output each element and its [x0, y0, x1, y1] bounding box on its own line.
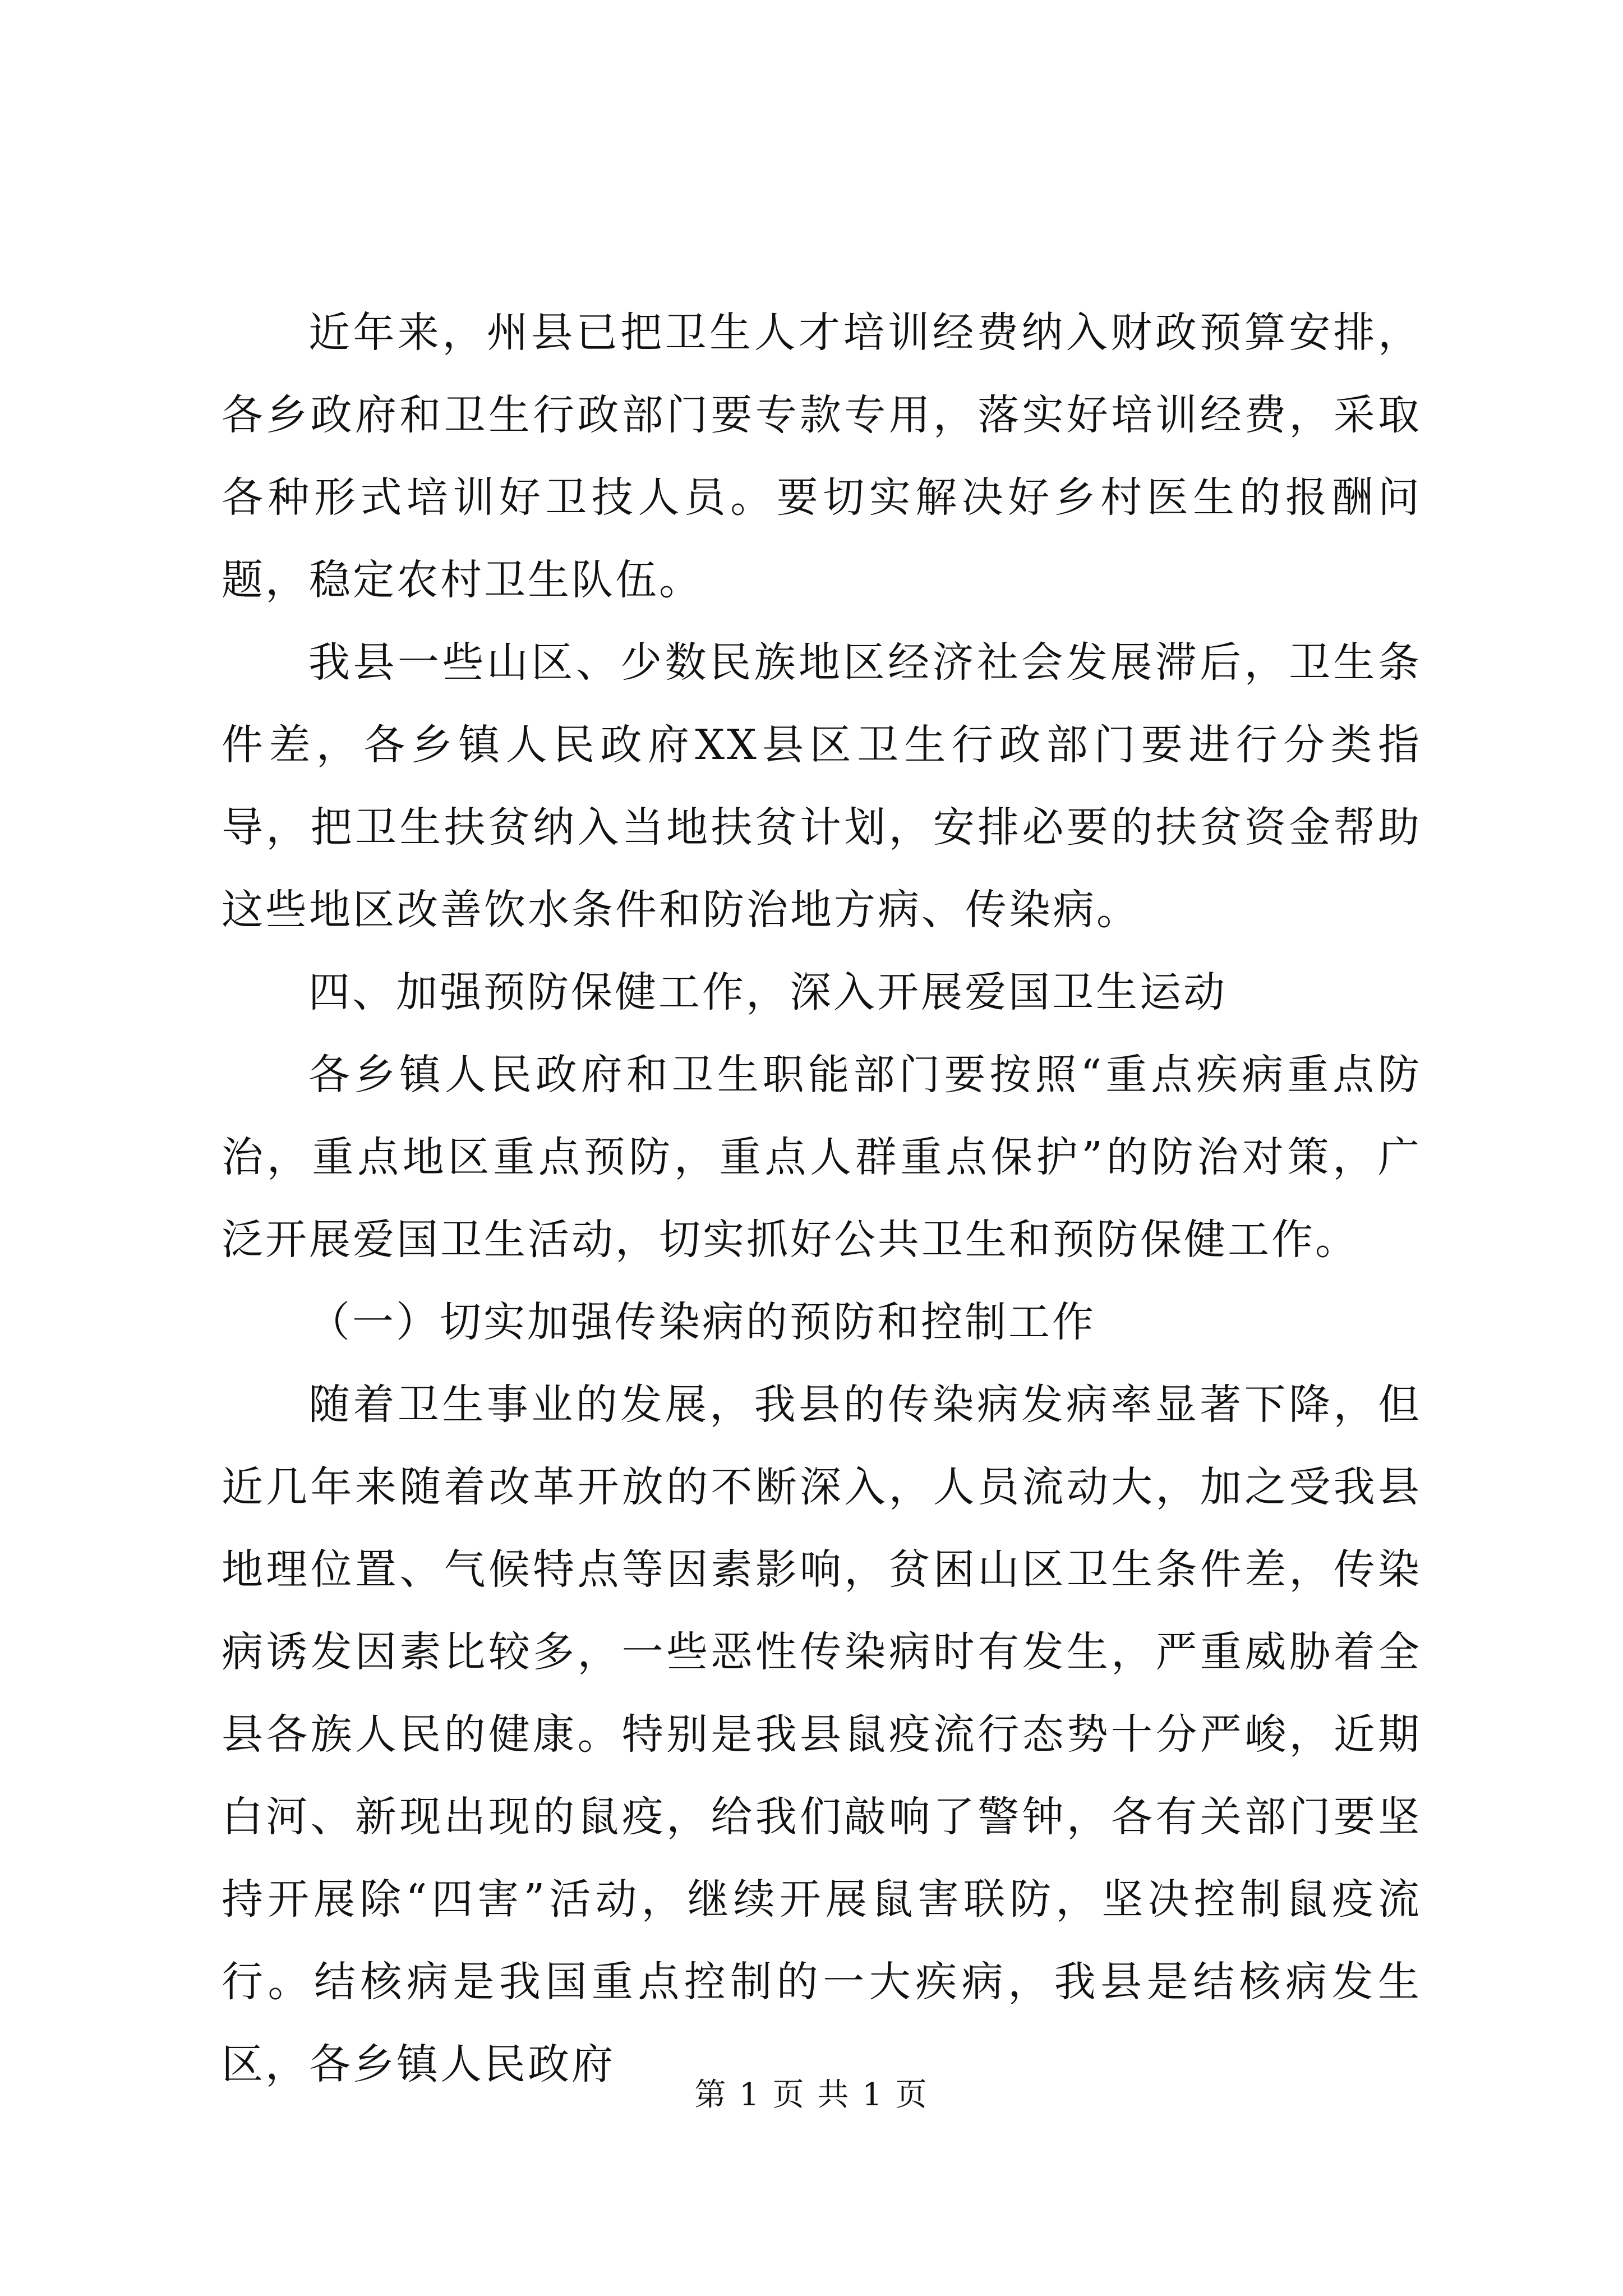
- paragraph-poverty-areas: 我县一些山区、少数民族地区经济社会发展滞后，卫生条件差，各乡镇人民政府XX县区卫生行政部门要进行分类指导，把卫生扶贫纳入当地扶贫计划，安排必要的扶贫资金帮助这些地区改善饮水条件和防治地方病、传染病。: [222, 638, 1422, 934]
- page-footer: 第 1 页 共 1 页: [694, 2077, 929, 2113]
- document-body: [222, 292, 1422, 2106]
- paragraph-infectious-disease: 随着卫生事业的发展，我县的传染病发病率显著下降，但近几年来随着改革开放的不断深入，人员流动大，加之受我县地理位置、气候特点等因素影响，贫困山区卫生条件差，传染病诱发因素比较多，一些恶性传染病时有发生，严重威胁着全县各族人民的健康。特别是我县鼠疫流行态势十分严峻，近期白河、新现出现的鼠疫，给我们敲响了警钟，各有关部门要坚持开展除“四害”活动，继续开展鼠害联防，坚决控制鼠疫流行。结核病是我国重点控制的一大疾病，我县是结核病发生区，各乡镇人民政府: [222, 1381, 1422, 2088]
- paragraph-prevention-policy: 各乡镇人民政府和卫生职能部门要按照“重点疾病重点防治，重点地区重点预防，重点人群重点保护”的防治对策，广泛开展爱国卫生活动，切实抓好公共卫生和预防保健工作。: [222, 1051, 1422, 1264]
- section-heading-four: 四、加强预防保健工作，深入开展爱国卫生运动: [308, 968, 1227, 1016]
- subsection-heading-one: （一）切实加强传染病的预防和控制工作: [308, 1298, 1096, 1346]
- paragraph-training-funds: 近年来，州县已把卫生人才培训经费纳入财政预算安排，各乡政府和卫生行政部门要专款专用，落实好培训经费，采取各种形式培训好卫技人员。要切实解决好乡村医生的报酬问题，稳定农村卫生队伍。: [222, 309, 1422, 604]
